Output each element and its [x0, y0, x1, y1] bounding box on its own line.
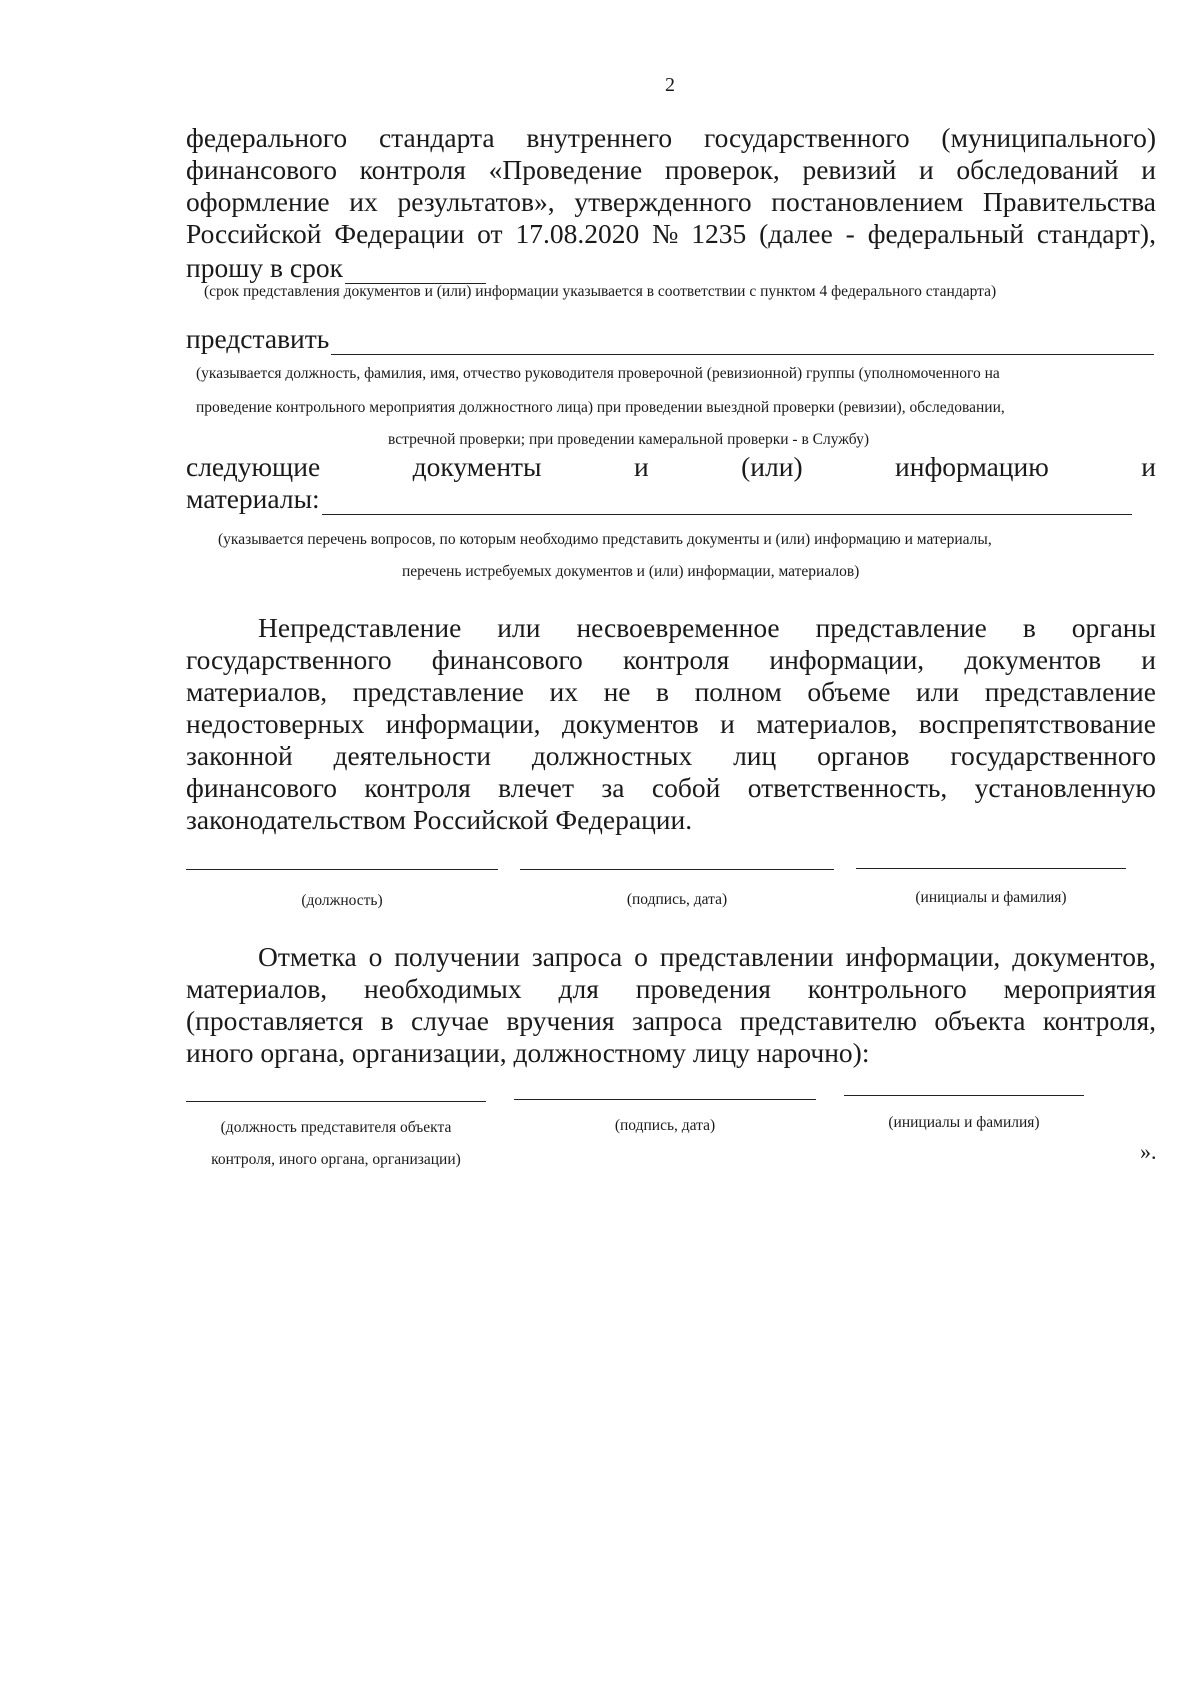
position-signature-line[interactable]: [186, 869, 498, 870]
documents-word-1: следующие: [186, 451, 321, 482]
closing-quote: ».: [1140, 1139, 1157, 1164]
documents-word-3: и: [633, 451, 649, 482]
intro-line-4: [186, 218, 1156, 250]
intro-line-1-text-word: стандарта: [378, 122, 495, 153]
warning-line-3-text-word: полном: [694, 676, 782, 707]
intro-line-3-text-word: результатов»,: [397, 186, 555, 217]
submit-to-label: представить: [186, 323, 330, 354]
deadline-field: [186, 252, 486, 284]
intro-line-4-text-word: стандарт),: [1036, 218, 1156, 249]
warning-line-1-text-word: представление: [815, 612, 987, 643]
warning-line-2-text-word: финансового: [431, 644, 583, 675]
initials-surname-caption: (инициалы и фамилия): [915, 889, 1067, 906]
page-number: 2: [665, 74, 675, 96]
intro-line-4-text-word: Федерации: [334, 218, 465, 249]
intro-line-2-text-word: и: [1141, 154, 1156, 185]
documents-word-4: (или): [741, 451, 803, 482]
intro-line-2-text-word: финансового: [186, 154, 338, 185]
receipt-line-4: иного органа, организации, должностному лицу нарочно):: [186, 1037, 870, 1068]
receipt-line-1: [258, 941, 1156, 973]
warning-line-4: [186, 708, 1156, 740]
intro-line-4-text-word: Российской: [186, 218, 322, 249]
warning-line-4-text-word: информации,: [385, 708, 541, 739]
warning-line-5-text-word: лиц: [733, 740, 777, 771]
intro-line-4-text-word: №: [652, 218, 679, 249]
receipt-line-1-text-word: запроса: [531, 941, 623, 972]
warning-line-5-text-word: органов: [817, 740, 910, 771]
warning-line-3-text-word: объеме: [807, 676, 891, 707]
receipt-line-2-text-word: необходимых: [364, 973, 522, 1004]
warning-line-4-text-word: воспрепятствование: [918, 708, 1156, 739]
intro-line-2-text-word: и: [919, 154, 934, 185]
documents-word-2: документы: [412, 451, 542, 482]
receipt-line-2: [186, 973, 1156, 1005]
documents-hint-2: перечень истребуемых документов и (или) информации, материалов): [402, 563, 860, 580]
receipt-line-3-text-word: в: [380, 1005, 394, 1036]
receipt-line-1-text-word: представлении: [659, 941, 834, 972]
intro-line-2-text-word: «Проведение: [488, 154, 643, 185]
warning-line-5-text-word: законной: [186, 740, 293, 771]
receipt-line-1-text-word: о: [368, 941, 383, 972]
warning-line-1-text-word: несвоевременное: [576, 612, 780, 643]
receipt-line-1-text-word: получении: [394, 941, 520, 972]
warning-line-4-text-word: недостоверных: [186, 708, 365, 739]
warning-line-1-text-word: в: [1022, 612, 1036, 643]
documents-word-6: и: [1141, 451, 1156, 482]
warning-line-5: [186, 740, 1156, 772]
intro-line-3-text-word: оформление: [186, 186, 330, 217]
signature-date-caption: (подпись, дата): [626, 891, 728, 908]
receipt-line-3-text-word: контроля,: [1042, 1005, 1156, 1036]
receipt-line-2-text-word: для: [558, 973, 599, 1004]
warning-line-6-text-word: за: [601, 772, 625, 803]
warning-line-2: [186, 644, 1156, 676]
warning-line-3-text-word: представление: [984, 676, 1156, 707]
intro-line-4-text-word: от: [477, 218, 503, 249]
receipt-line-2-text-word: проведения: [635, 973, 771, 1004]
representative-signature-caption: (подпись, дата): [614, 1117, 716, 1134]
intro-line-3-text-word: утвержденного: [574, 186, 752, 217]
warning-line-4-text-word: и: [720, 708, 735, 739]
intro-line-3-text-word: Правительства: [982, 186, 1156, 217]
receipt-line-3-text-word: случае: [411, 1005, 489, 1036]
representative-position-caption-2: контроля, иного органа, организации): [211, 1151, 461, 1168]
intro-line-4-text-word: 1235: [691, 218, 747, 249]
representative-signature-line[interactable]: [514, 1099, 816, 1100]
receipt-line-2-text-word: мероприятия: [1003, 973, 1156, 1004]
warning-line-4-text-word: документов: [561, 708, 699, 739]
warning-line-2-text-word: государственного: [186, 644, 392, 675]
warning-line-5-text-word: деятельности: [333, 740, 491, 771]
warning-line-3-text-word: или: [915, 676, 960, 707]
submit-to-hint-2: проведение контрольного мероприятия должностного лица) при проведении выездной проверки (ревизии), обследовании,: [196, 399, 1005, 416]
submit-to-field: [186, 323, 1154, 355]
intro-line-4-text-word: (далее: [759, 218, 833, 249]
receipt-line-3: [186, 1005, 1156, 1037]
receipt-line-2-text-word: материалов,: [186, 973, 328, 1004]
documents-hint-1: (указывается перечень вопросов, по которым необходимо представить документы и (или) информацию и материалы,: [218, 531, 992, 548]
documents-word-5: информацию: [895, 451, 1049, 482]
deadline-hint: (срок представления документов и (или) информации указывается в соответствии с пунктом 4 федерального стандарта): [204, 283, 997, 300]
warning-line-6-text-word: финансового: [186, 772, 338, 803]
intro-line-1-text-word: (муниципального): [941, 122, 1156, 153]
intro-line-2: [186, 154, 1156, 186]
warning-line-1-text-word: органы: [1071, 612, 1156, 643]
intro-line-2-text-word: проверок,: [664, 154, 780, 185]
receipt-line-1-text-word: Отметка: [258, 941, 357, 972]
deadline-blank-line[interactable]: [345, 259, 486, 284]
materials-field: [186, 483, 1132, 515]
warning-line-2-text-word: и: [1141, 644, 1156, 675]
warning-line-4-text-word: материалов,: [756, 708, 898, 739]
warning-line-6: [186, 772, 1156, 804]
receipt-line-1-text-word: документов,: [1012, 941, 1156, 972]
receipt-line-2-text-word: контрольного: [807, 973, 967, 1004]
submit-to-hint-3: встречной проверки; при проведении камеральной проверки - в Службу): [388, 431, 869, 448]
warning-line-3: [186, 676, 1156, 708]
materials-blank-line[interactable]: [322, 490, 1132, 515]
intro-line-3-text-word: их: [349, 186, 378, 217]
submit-to-blank-line[interactable]: [331, 330, 1154, 355]
warning-line-5-text-word: государственного: [950, 740, 1156, 771]
intro-line-1-text-word: федерального: [186, 122, 348, 153]
representative-position-line[interactable]: [186, 1101, 486, 1102]
warning-line-6-text-word: установленную: [974, 772, 1156, 803]
warning-line-6-text-word: контроля: [364, 772, 471, 803]
warning-line-2-text-word: информации,: [769, 644, 925, 675]
intro-line-1-text-word: государственного: [703, 122, 910, 153]
receipt-line-3-text-word: представителю: [739, 1005, 917, 1036]
receipt-line-3-text-word: вручения: [506, 1005, 615, 1036]
intro-line-4-text-word: федеральный: [867, 218, 1024, 249]
intro-line-1-text-word: внутреннего: [526, 122, 673, 153]
receipt-line-3-text-word: объекта: [934, 1005, 1026, 1036]
intro-line-3-text-word: постановлением: [771, 186, 964, 217]
intro-line-2-text-word: обследований: [956, 154, 1119, 185]
warning-line-1-text-word: Непредставление: [258, 612, 462, 643]
intro-line-2-text-word: контроля: [359, 154, 466, 185]
submit-to-hint-1: (указывается должность, фамилия, имя, отчество руководителя проверочной (ревизионной) группы (уполномоченного на: [196, 365, 1000, 382]
receipt-line-3-text-word: (проставляется: [186, 1005, 364, 1036]
initials-surname-line[interactable]: [856, 868, 1126, 869]
warning-line-2-text-word: документов: [964, 644, 1102, 675]
warning-line-2-text-word: контроля: [622, 644, 730, 675]
warning-line-6-text-word: ответственность,: [747, 772, 948, 803]
warning-line-3-text-word: в: [656, 676, 670, 707]
representative-initials-caption: (инициалы и фамилия): [888, 1114, 1040, 1131]
warning-line-5-text-word: должностных: [531, 740, 693, 771]
signature-date-line[interactable]: [520, 869, 834, 870]
intro-line-4-text-word: -: [845, 218, 855, 249]
warning-line-6-text-word: собой: [651, 772, 721, 803]
intro-line-1: [186, 122, 1156, 154]
intro-line-3: [186, 186, 1156, 218]
deadline-label: прошу в срок: [186, 252, 343, 283]
warning-line-1: [258, 612, 1156, 644]
intro-line-4-text-word: 17.08.2020: [515, 218, 640, 249]
position-caption: (должность): [301, 892, 383, 909]
receipt-line-1-text-word: информации,: [845, 941, 1001, 972]
warning-line-3-text-word: их: [549, 676, 579, 707]
representative-position-caption-1: (должность представителя объекта: [220, 1119, 452, 1136]
receipt-line-1-text-word: о: [634, 941, 648, 972]
warning-line-1-text-word: или: [497, 612, 541, 643]
warning-line-3-text-word: не: [603, 676, 631, 707]
documents-line: [186, 451, 1156, 483]
warning-line-3-text-word: представление: [352, 676, 524, 707]
warning-line-6-text-word: влечет: [498, 772, 575, 803]
warning-line-7: законодательством Российской Федерации.: [186, 804, 693, 835]
materials-label: материалы:: [186, 483, 320, 514]
representative-initials-line[interactable]: [844, 1095, 1084, 1096]
intro-line-2-text-word: ревизий: [802, 154, 897, 185]
receipt-line-3-text-word: запроса: [631, 1005, 723, 1036]
warning-line-3-text-word: материалов,: [186, 676, 328, 707]
